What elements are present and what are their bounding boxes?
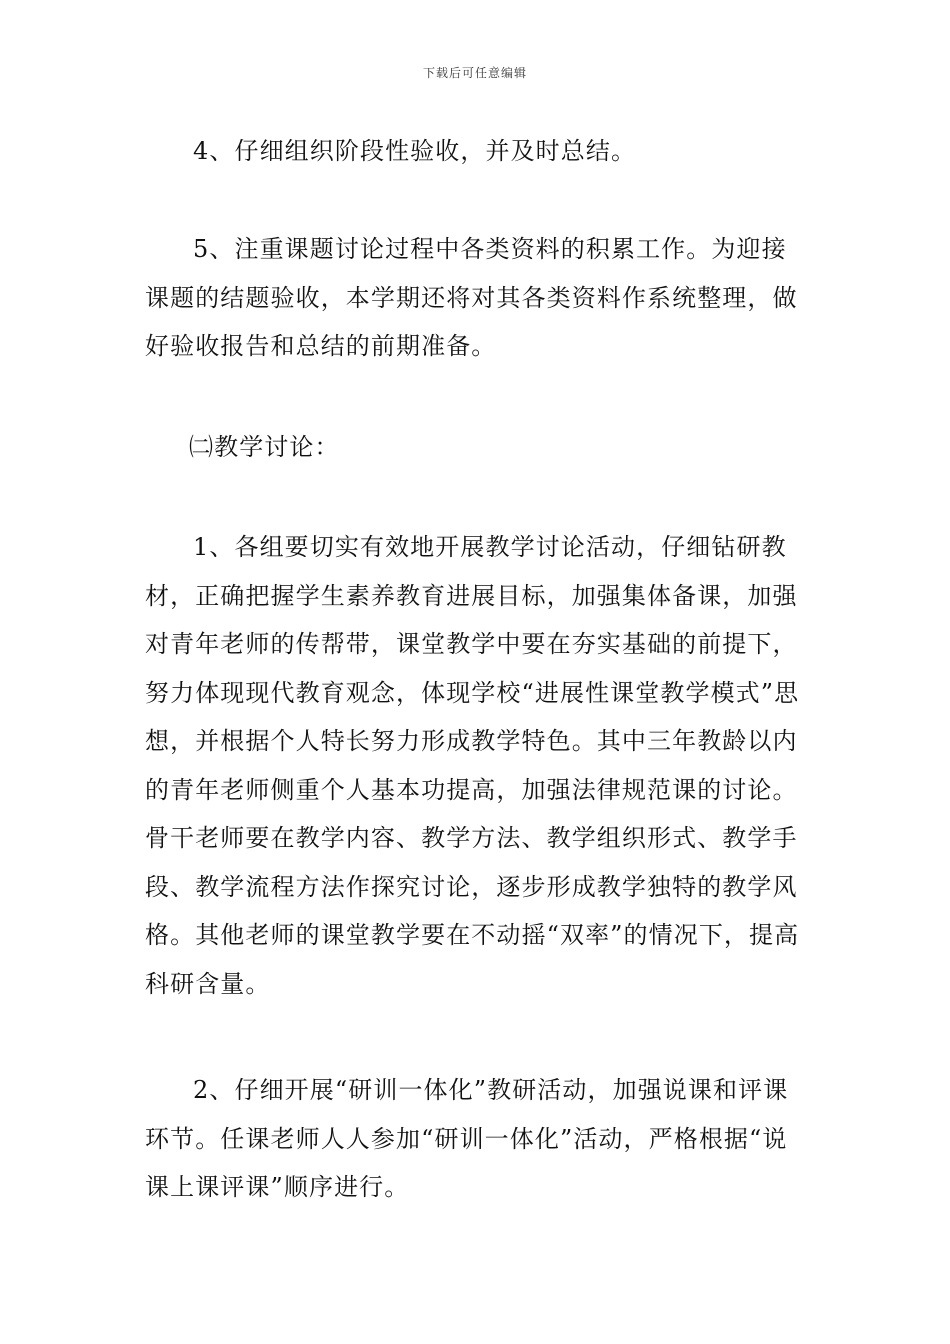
- paragraph-item-2: 2、仔细开展“研训一体化”教研活动，加强说课和评课环节。任课老师人人参加“研训一体化”活动，严格根据“说课上课评课”顺序进行。: [145, 1076, 789, 1201]
- page-header: 下载后可任意编辑: [422, 66, 527, 80]
- paragraph-item-1: 1、各组要切实有效地开展教学讨论活动，仔细钻研教材，正确把握学生素养教育进展目标，加强集体备课，加强对青年老师的传帮带，课堂教学中要在夯实基础的前提下，努力体现现代教育观念，体现学校“进展性课堂教学模式”思想，并根据个人特长努力形成教学特色。其中三年教龄以内的青年老师侧重个人基本功提高，加强法律规范课的讨论。骨干老师要在教学内容、教学方法、教学组织形式、教学手段、教学流程方法作探究讨论，逐步形成教学独特的教学风格。其他老师的课堂教学要在不动摇“双率”的情况下，提高科研含量。: [145, 533, 800, 998]
- paragraph-item-4: 4、仔细组织阶段性验收，并及时总结。: [193, 137, 637, 165]
- paragraph-item-5: 5、注重课题讨论过程中各类资料的积累工作。为迎接课题的结题验收，本学期还将对其各类资料作系统整理，做好验收报告和总结的前期准备。: [145, 235, 798, 360]
- section-heading-teaching-discussion: ㈡教学讨论：: [189, 433, 340, 461]
